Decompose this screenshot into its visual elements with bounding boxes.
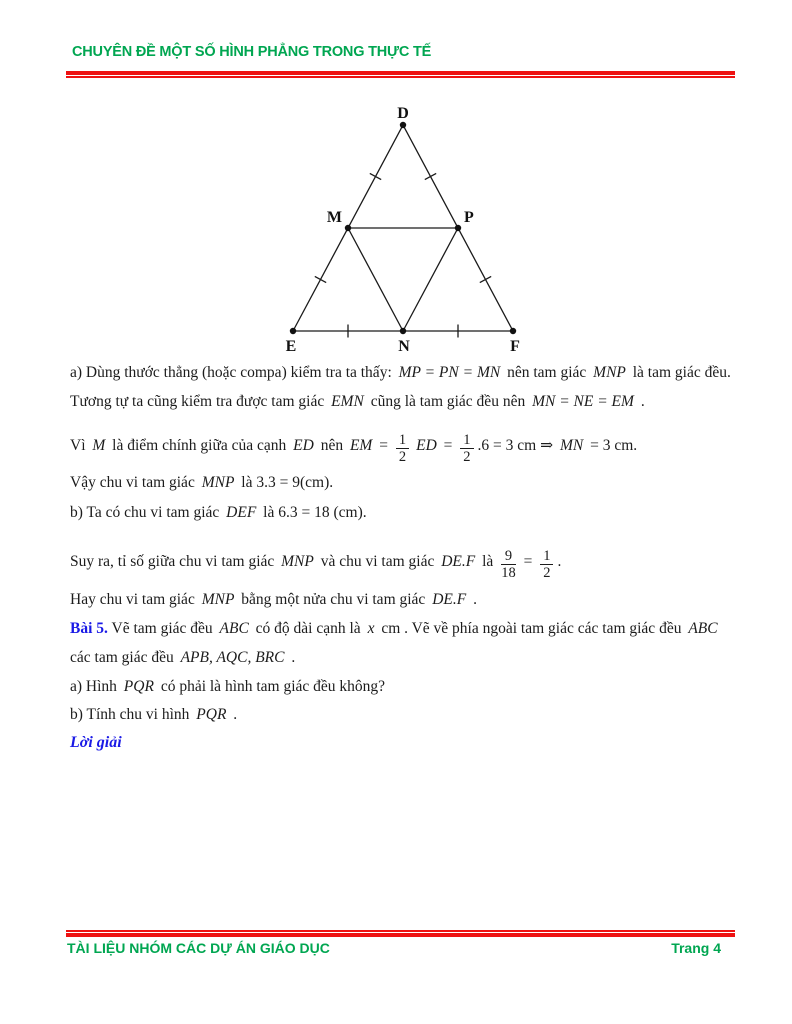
- footer-rule: [66, 930, 735, 937]
- math-run: DE.F: [432, 591, 467, 608]
- text-line: [70, 363, 742, 383]
- triangle-figure: [260, 95, 560, 365]
- fraction-denominator: 18: [501, 565, 516, 581]
- math-run: ABC: [219, 620, 249, 637]
- fraction: [396, 432, 409, 465]
- text-run: Vì: [70, 437, 90, 454]
- vertex-dot: [400, 328, 406, 334]
- text-line: [70, 705, 742, 725]
- fraction-denominator: 2: [543, 565, 551, 581]
- figure-edge: [348, 228, 403, 331]
- text-run: có phải là hình tam giác đều không?: [156, 678, 386, 695]
- text-line: [70, 473, 742, 493]
- text-run: Hay chu vi tam giác: [70, 591, 199, 608]
- text-run: và chu vi tam giác: [316, 553, 439, 570]
- vertex-dot: [400, 122, 406, 128]
- vertex-label: D: [397, 105, 409, 122]
- vertex-dot: [455, 225, 461, 231]
- text-run: a) Dùng thước thẳng (hoặc compa) kiểm tra ta thấy:: [70, 364, 396, 381]
- text-run: các tam giác đều: [70, 649, 178, 666]
- vertex-label: P: [464, 209, 474, 226]
- math-run: MN: [559, 437, 584, 454]
- text-run: Vẽ tam giác đều: [107, 620, 217, 637]
- text-line: [70, 619, 742, 639]
- math-run: ABC: [688, 620, 718, 637]
- math-run: APB, AQC, BRC: [180, 649, 285, 666]
- text-run: là 3.3 = 9(cm).: [237, 474, 334, 491]
- math-run: DE.F: [441, 553, 476, 570]
- text-run: cm . Vẽ về phía ngoài tam giác các tam giác đều: [377, 620, 686, 637]
- text-run: là 6.3 = 18 (cm).: [259, 504, 367, 521]
- footer-left-text: TÀI LIỆU NHÓM CÁC DỰ ÁN GIÁO DỤC: [67, 940, 330, 956]
- vertex-dot: [345, 225, 351, 231]
- fraction-numerator: 1: [396, 432, 409, 449]
- header-rule: [66, 71, 735, 78]
- text-run: a) Hình: [70, 678, 121, 695]
- text-run: Tương tự ta cũng kiểm tra được tam giác: [70, 393, 329, 410]
- math-run: MN = NE = EM: [532, 393, 634, 410]
- math-run: M: [92, 437, 106, 454]
- figure-edge: [403, 228, 458, 331]
- text-line: [70, 648, 742, 668]
- math-run: MNP: [201, 474, 235, 491]
- text-run: =: [439, 437, 457, 454]
- vertex-label: F: [510, 338, 520, 355]
- tick-mark: [370, 173, 381, 179]
- fraction-denominator: 2: [398, 449, 407, 465]
- header-rule-thin-line: [66, 76, 735, 78]
- text-run: .: [229, 706, 238, 723]
- fraction-numerator: 1: [460, 432, 473, 449]
- text-run: b) Ta có chu vi tam giác: [70, 504, 224, 521]
- math-run: PQR: [123, 678, 154, 695]
- footer: [67, 940, 735, 956]
- text-run: .: [469, 591, 477, 608]
- fraction: [460, 432, 473, 465]
- text-run: =: [519, 553, 537, 570]
- math-run: DEF: [226, 504, 257, 521]
- text-line: [70, 733, 742, 753]
- text-run: b) Tính chu vi hình: [70, 706, 194, 723]
- page-title: CHUYÊN ĐỀ MỘT SỐ HÌNH PHẲNG TRONG THỰC TẾ: [72, 44, 432, 60]
- math-run: MNP: [281, 553, 314, 570]
- math-run: EMN: [331, 393, 364, 410]
- text-run: nên: [316, 437, 347, 454]
- solution-label: Lời giải: [70, 734, 122, 751]
- math-run: EM: [349, 437, 373, 454]
- vertex-dot: [510, 328, 516, 334]
- text-run: là: [478, 553, 498, 570]
- vertex-label: N: [398, 338, 410, 355]
- text-run: Vậy chu vi tam giác: [70, 474, 199, 491]
- text-run: .6 = 3 cm ⇒: [477, 437, 557, 454]
- tick-mark: [480, 276, 491, 282]
- math-run: MNP: [201, 591, 235, 608]
- math-run: PQR: [196, 706, 227, 723]
- fraction-numerator: 9: [501, 548, 516, 565]
- text-run: .: [557, 553, 562, 570]
- math-run: MNP: [593, 364, 626, 381]
- fraction: [540, 548, 553, 581]
- text-line: [70, 677, 742, 697]
- text-run: là điểm chính giữa của cạnh: [108, 437, 291, 454]
- math-run: ED: [293, 437, 314, 454]
- text-line: [70, 548, 742, 581]
- text-run: Suy ra, tỉ số giữa chu vi tam giác: [70, 553, 279, 570]
- tick-mark: [315, 276, 326, 282]
- text-run: =: [375, 437, 392, 454]
- text-run: = 3 cm.: [586, 437, 638, 454]
- text-run: bằng một nửa chu vi tam giác: [237, 591, 430, 608]
- fraction: [501, 548, 516, 581]
- vertex-label: E: [285, 338, 297, 355]
- fraction-denominator: 2: [463, 449, 471, 465]
- problem-label: Bài 5.: [70, 620, 108, 637]
- vertex-dot: [290, 328, 296, 334]
- fraction-numerator: 1: [540, 548, 553, 565]
- footer-rule-thick-line: [66, 933, 735, 937]
- text-run: là tam giác đều.: [628, 364, 731, 381]
- tick-mark: [425, 173, 436, 179]
- text-run: .: [287, 649, 296, 666]
- text-line: [70, 590, 742, 610]
- footer-page-number: Trang 4: [671, 940, 721, 956]
- text-run: .: [636, 393, 645, 410]
- text-line: [70, 503, 742, 523]
- math-run: ED: [416, 437, 437, 454]
- math-run: MP = PN = MN: [398, 364, 501, 381]
- vertex-label: M: [326, 209, 342, 226]
- text-line: [70, 432, 742, 465]
- text-line: [70, 392, 742, 412]
- text-run: nên tam giác: [503, 364, 591, 381]
- text-run: cũng là tam giác đều nên: [366, 393, 530, 410]
- math-run: x: [367, 620, 375, 637]
- text-run: có độ dài cạnh là: [251, 620, 365, 637]
